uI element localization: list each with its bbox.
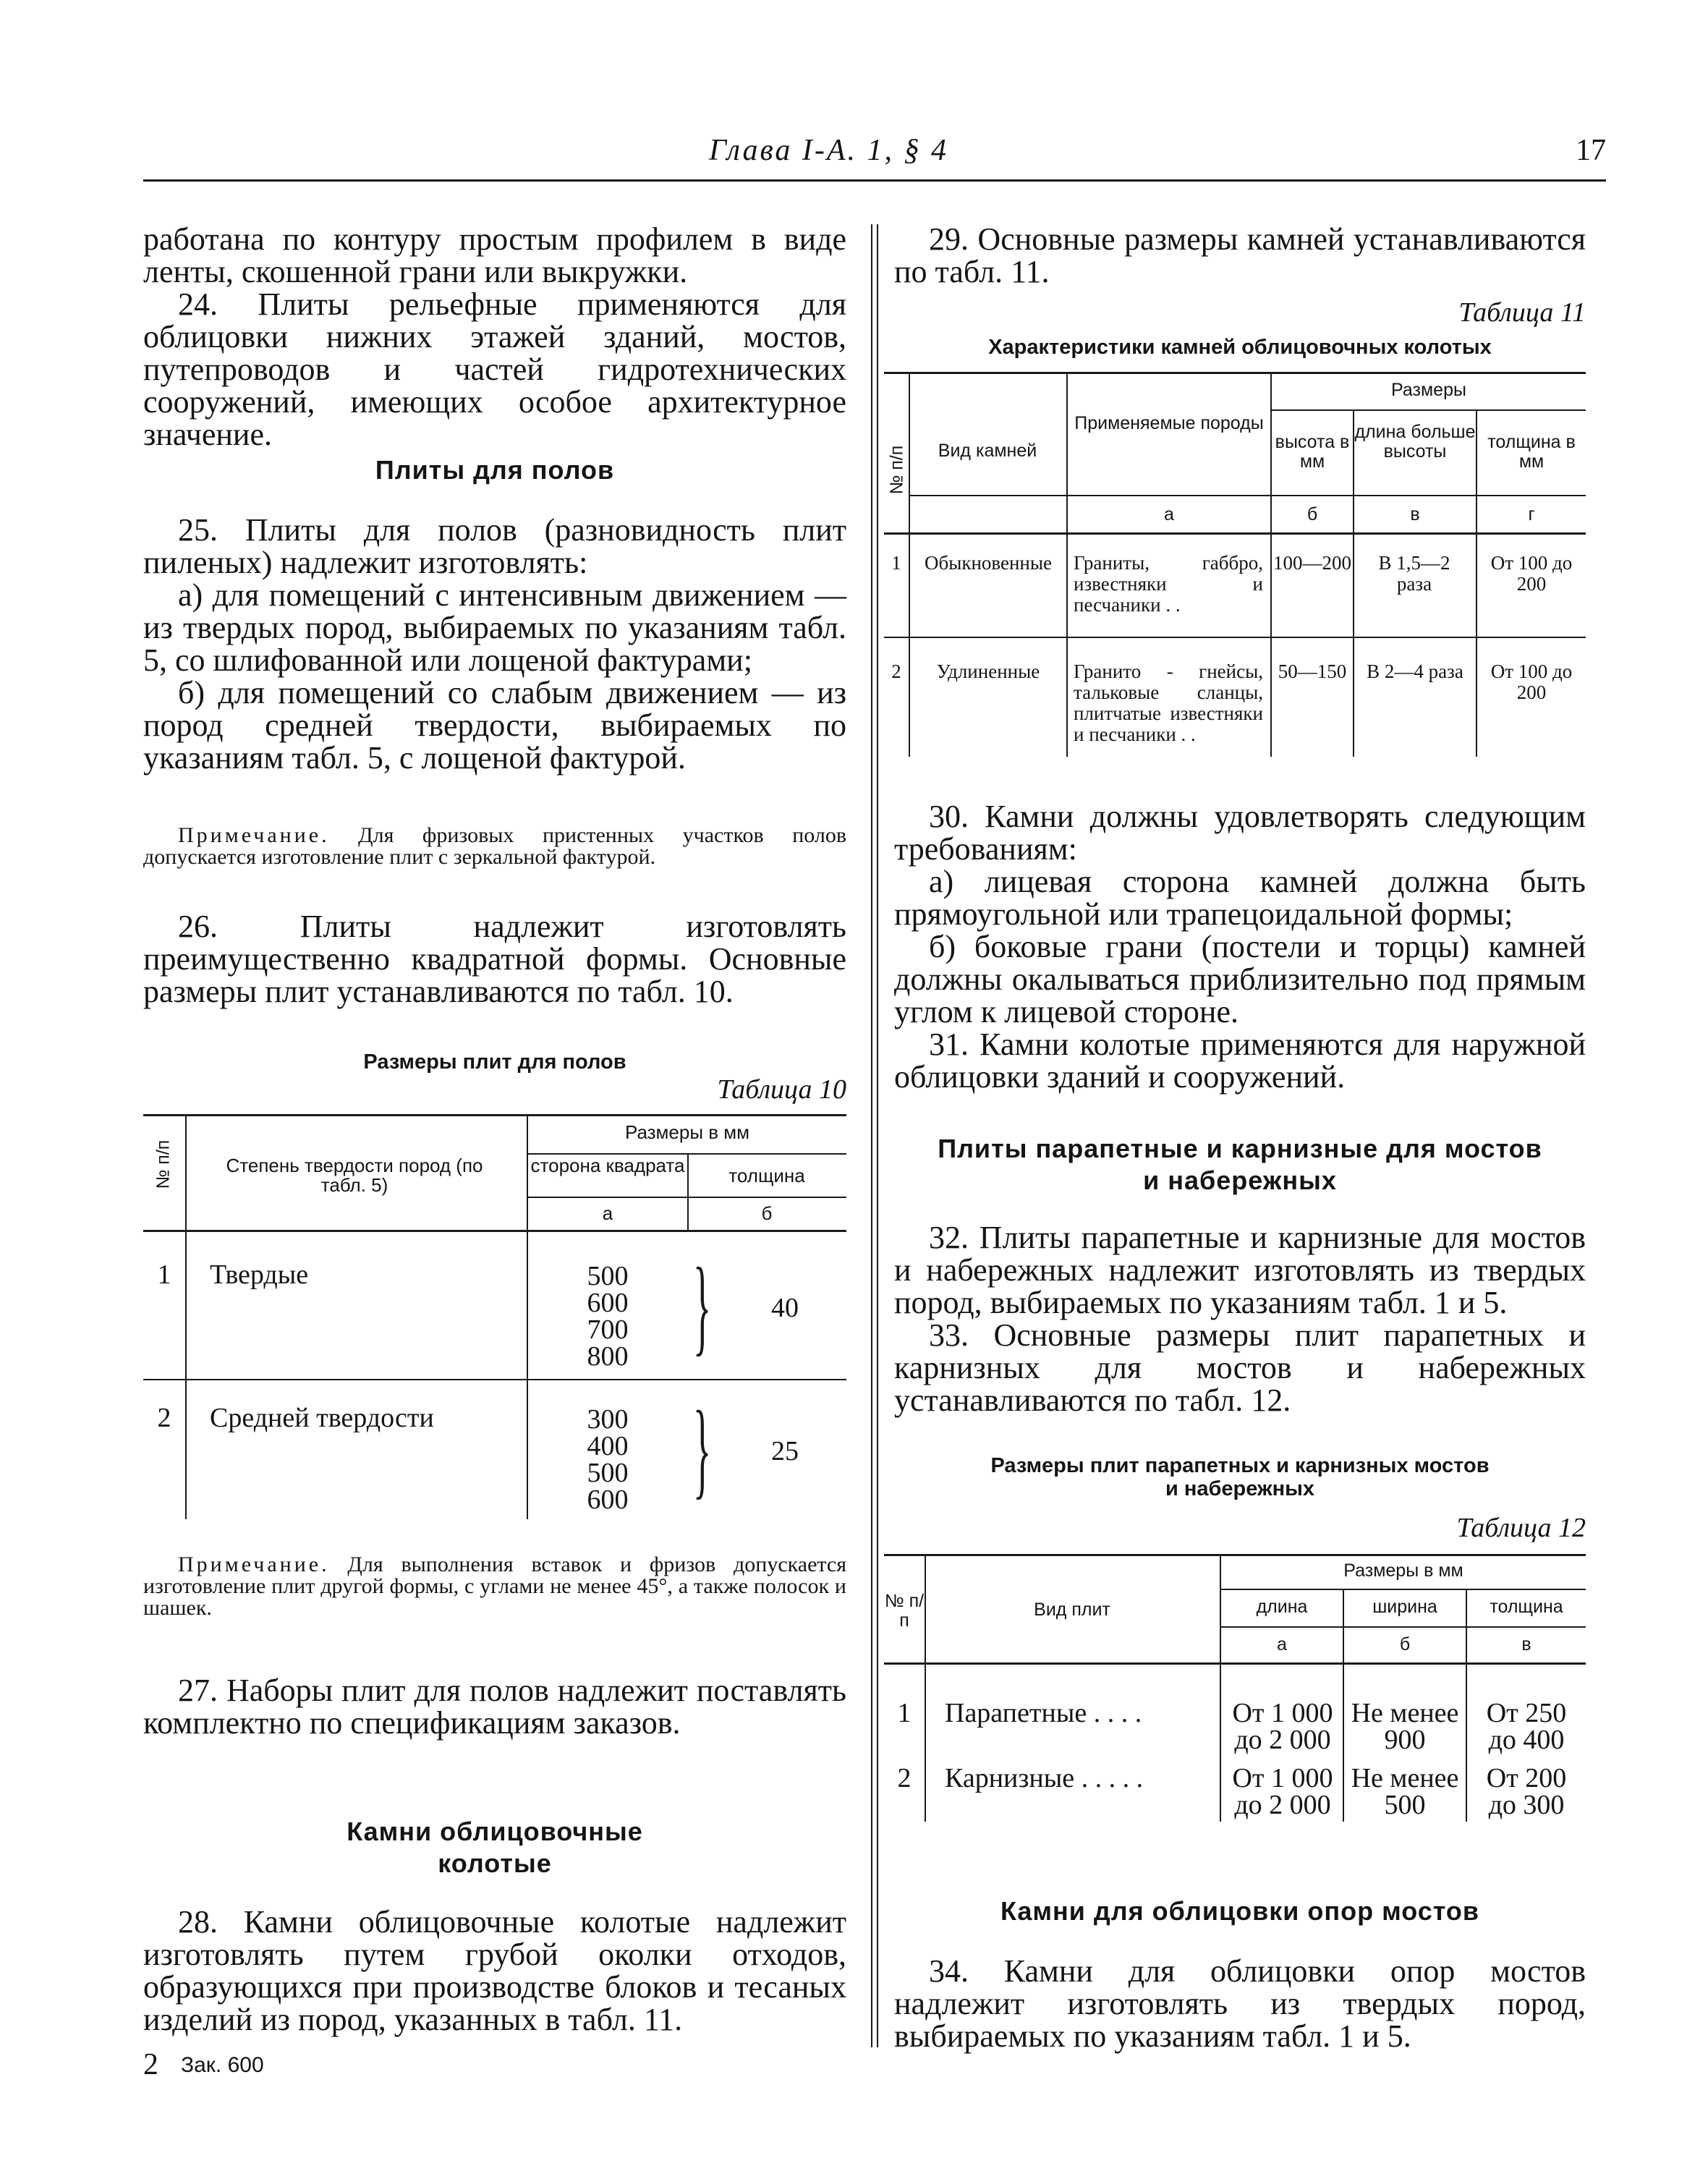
t10-row2-side-3: 500 — [587, 1458, 629, 1488]
paragraph-31: 31. Камни колотые применяются для наружной облицовки зданий и сооружений. — [894, 1027, 1586, 1095]
t10-row1-side-3: 700 — [587, 1314, 629, 1345]
running-title: Глава I-А. 1, § 4 — [709, 134, 949, 167]
t11-header-kind: Вид камней — [938, 441, 1037, 461]
t12-row1-wid: Не менее 900 — [1351, 1698, 1459, 1755]
t12-row2-thick: От 200 до 300 — [1486, 1763, 1567, 1820]
t11-header-length: длина больше высоты — [1354, 422, 1476, 462]
t12-header-a: а — [1277, 1634, 1287, 1655]
t11-row1-num: 1 — [891, 552, 901, 574]
paragraph-27-block — [143, 1674, 846, 1739]
footer-signature-number: 2 — [143, 2048, 158, 2081]
heading-split-stones-line1: Камни облицовочные — [347, 1817, 643, 1846]
table-12-caption — [894, 1454, 1586, 1500]
t11-row1-thick: От 100 до 200 — [1490, 552, 1573, 595]
t10-row1-thick: 40 — [771, 1293, 799, 1323]
t11-row2-kind: Удлиненные — [936, 661, 1040, 682]
t10-header-side: сторона квадрата — [530, 1155, 685, 1176]
note-2-text: Для выполнения вставок и фризов допускается изготовление плит другой формы, с углами не менее 45°, а также полосок и шашек. — [143, 1553, 846, 1620]
t12-header-v: в — [1521, 1634, 1531, 1655]
header-rule — [143, 179, 1606, 182]
table-12-label: Таблица 12 — [1456, 1513, 1586, 1543]
t10-row1-side-4: 800 — [587, 1341, 629, 1372]
table-10-label: Таблица 10 — [717, 1074, 846, 1105]
t10-header-sizes: Размеры в мм — [624, 1121, 750, 1143]
t10-row2-side-1: 300 — [587, 1404, 629, 1435]
t12-row1-thick: От 250 до 400 — [1486, 1698, 1567, 1755]
t11-row2-height: 50—150 — [1278, 661, 1347, 682]
t12-row1-len: От 1 000 до 2 000 — [1232, 1698, 1333, 1755]
t12-row2-kind: Карнизные . . . . . — [945, 1763, 1144, 1793]
t12-row2-wid: Не менее 500 — [1351, 1763, 1459, 1820]
paragraph-25a: а) для помещений с интенсивным движением — из твердых пород, выбираемых по указаниям табл. 5, со шлифованной или лощеной фактурами; — [143, 577, 846, 678]
t12-header-thick: толщина — [1490, 1597, 1563, 1617]
t12-row2-len: От 1 000 до 2 000 — [1232, 1763, 1333, 1820]
note-2-label: Примечание. — [178, 1553, 330, 1576]
t10-row1-brace: } — [693, 1246, 712, 1366]
paragraph-25b: б) для помещений со слабым движением — из пород средней твердости, выбираемых по указаниям табл. 5, с лощеной фактурой. — [143, 675, 846, 776]
table-10-caption: Размеры плит для полов — [363, 1050, 626, 1074]
paragraph-24: 24. Плиты рельефные применяются для облицовки нижних этажей зданий, мостов, путепроводов и частей гидротехнических сооружений, имеющих особое архитектурное значение. — [143, 286, 846, 452]
table-12-caption-line1: Размеры плит парапетных и карнизных мостов — [990, 1454, 1490, 1477]
paragraph-34-block — [894, 1955, 1586, 2052]
note-1-label: Примечание. — [178, 823, 330, 847]
t11-header-rocks: Применяемые породы — [1074, 413, 1264, 433]
note-2 — [143, 1554, 846, 1619]
heading-split-stones — [143, 1816, 846, 1879]
t10-row2-brace: } — [693, 1389, 712, 1509]
paragraph-30: 30. Камни должны удовлетворять следующим требованиям: — [894, 799, 1586, 867]
t11-row1-kind: Обыкновенные — [924, 552, 1053, 574]
footer-order: Зак. 600 — [181, 2053, 264, 2077]
t12-header-b: б — [1399, 1634, 1411, 1655]
t10-row2-thick: 25 — [771, 1436, 799, 1466]
left-column-floors — [143, 514, 846, 774]
paragraph-27: 27. Наборы плит для полов надлежит поставлять комплектно по спецификациям заказов. — [143, 1673, 846, 1741]
left-column-top — [143, 223, 846, 451]
table-11-caption: Характеристики камней облицовочных колотых — [988, 336, 1492, 359]
t10-row2-side-2: 400 — [587, 1431, 629, 1461]
paragraph-32: 32. Плиты парапетные и карнизные для мостов и набережных надлежит изготовлять из твердых пород, выбираемых по указаниям табл. 1 и 5. — [894, 1220, 1586, 1320]
heading-parapet-line2: и набережных — [1143, 1165, 1337, 1195]
t11-header-g: г — [1528, 504, 1535, 524]
t10-header-b: б — [761, 1202, 773, 1224]
paragraph-continued: работана по контуру простым профилем в виде ленты, скошенной грани или выкружки. — [143, 221, 846, 289]
paragraph-33: 33. Основные размеры плит парапетных и карнизных для мостов и набережных устанавливаются по табл. 12. — [894, 1317, 1586, 1418]
paragraph-25: 25. Плиты для полов (разновидность плит пиленых) надлежит изготовлять: — [143, 512, 846, 580]
heading-split-stones-line2: колотые — [438, 1848, 552, 1878]
t10-row2-num: 2 — [157, 1403, 171, 1433]
t10-row1-num: 1 — [157, 1260, 171, 1290]
paragraph-29-block — [894, 223, 1586, 288]
t12-header-num: № п/п — [884, 1591, 925, 1631]
table-11-label: Таблица 11 — [1458, 297, 1586, 328]
t11-row2-thick: От 100 до 200 — [1490, 661, 1573, 703]
paragraph-28-block — [143, 1906, 846, 2036]
paragraphs-30-31 — [894, 800, 1586, 1093]
t11-row2-length: В 2—4 раза — [1367, 661, 1463, 682]
t11-row2-rocks: Гранито - гнейсы, тальковые сланцы, плитчатые известняки и песчаники . . — [1074, 661, 1263, 745]
t10-header-a: а — [602, 1202, 613, 1224]
t12-row1-kind: Парапетные . . . . — [945, 1698, 1142, 1728]
t10-row1-side-2: 600 — [587, 1288, 629, 1318]
t12-row2-num: 2 — [897, 1763, 912, 1793]
t11-header-a: а — [1164, 504, 1174, 524]
t12-header-sizes: Размеры в мм — [1343, 1560, 1463, 1581]
paragraph-26: 26. Плиты надлежит изготовлять преимущественно квадратной формы. Основные размеры плит устанавливаются по табл. 10. — [143, 909, 846, 1009]
column-divider — [871, 224, 872, 2047]
t11-header-thick: толщина в мм — [1487, 432, 1576, 472]
t12-header-wid: ширина — [1372, 1597, 1437, 1617]
t11-row1-height: 100—200 — [1273, 552, 1351, 574]
t10-header-degree: Степень твердости пород (по табл. 5) — [226, 1155, 483, 1196]
heading-parapet-tiles — [894, 1133, 1586, 1197]
note-1-text: Для фризовых пристенных участков полов допускается изготовление плит с зеркальной фактурой. — [143, 823, 846, 869]
t11-row1-rocks: Граниты, габбро, известняки и песчаники . . — [1074, 552, 1263, 616]
note-1 — [143, 825, 846, 868]
t11-header-num: № п/п — [886, 445, 907, 495]
heading-parapet-line1: Плиты парапетные и карнизные для мостов — [938, 1134, 1542, 1163]
t11-header-height: высота в мм — [1275, 432, 1350, 472]
t11-header-sizes: Размеры — [1391, 380, 1466, 400]
t12-header-len: длина — [1256, 1597, 1308, 1617]
paragraph-28: 28. Камни облицовочные колотые надлежит изготовлять путем грубой околки отходов, образующихся при производстве блоков и тесаных изделий из пород, указанных в табл. 11. — [143, 1904, 846, 2037]
t11-row2-num: 2 — [891, 661, 901, 682]
heading-bridge-stones: Камни для облицовки опор мостов — [1000, 1896, 1480, 1926]
page-number: 17 — [1576, 134, 1606, 167]
t10-row2-side-4: 600 — [587, 1484, 629, 1515]
paragraph-26-block — [143, 910, 846, 1008]
paragraph-30a: а) лицевая сторона камней должна быть прямоугольной или трапецоидальной формы; — [894, 864, 1586, 932]
t12-header-kind: Вид плит — [1034, 1600, 1110, 1620]
paragraph-34: 34. Камни для облицовки опор мостов надлежит изготовлять из твердых пород, выбираемых по указаниям табл. 1 и 5. — [894, 1953, 1586, 2054]
paragraph-30b: б) боковые грани (постели и торцы) камней должны окалываться приблизительно под прямым углом к лицевой стороне. — [894, 929, 1586, 1029]
t12-row1-num: 1 — [897, 1698, 912, 1728]
t10-row1-name: Твердые — [210, 1260, 309, 1290]
t10-row1-side-1: 500 — [587, 1261, 629, 1291]
t11-header-v: в — [1410, 504, 1420, 524]
t10-row2-name: Средней твердости — [210, 1403, 434, 1433]
paragraphs-32-33 — [894, 1221, 1586, 1416]
column-divider-2 — [877, 224, 878, 2047]
heading-floor-tiles: Плиты для полов — [375, 455, 615, 485]
paragraph-29: 29. Основные размеры камней устанавливаются по табл. 11. — [894, 221, 1586, 289]
t11-row1-length: В 1,5—2 раза — [1378, 552, 1450, 595]
t10-header-num: № п/п — [153, 1139, 174, 1189]
t10-header-thick: толщина — [728, 1165, 805, 1186]
t11-header-b: б — [1307, 504, 1318, 524]
table-12-caption-line2: и набережных — [1165, 1477, 1314, 1500]
